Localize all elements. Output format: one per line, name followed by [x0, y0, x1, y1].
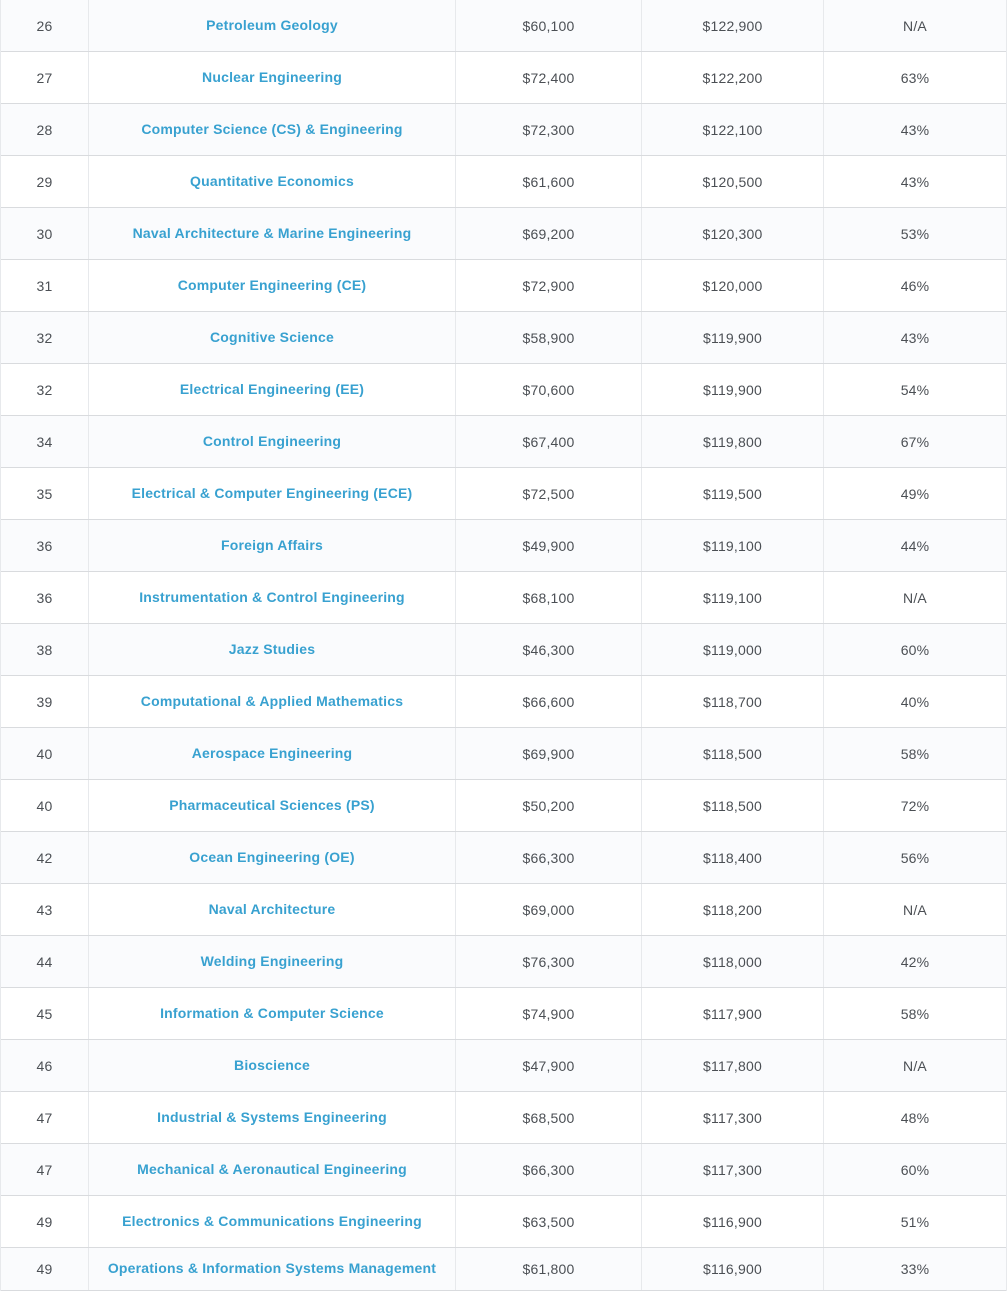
early-pay-cell: $72,900	[456, 260, 642, 311]
rank-cell: 40	[1, 780, 89, 831]
table-row	[1, 936, 1006, 988]
early-pay-cell: $72,300	[456, 104, 642, 155]
rank-cell: 39	[1, 676, 89, 727]
rank-cell: 46	[1, 1040, 89, 1091]
major-link[interactable]: Mechanical & Aeronautical Engineering	[89, 1144, 456, 1195]
major-link[interactable]: Bioscience	[89, 1040, 456, 1091]
early-pay-cell: $61,600	[456, 156, 642, 207]
early-pay-cell: $47,900	[456, 1040, 642, 1091]
major-link[interactable]: Computer Science (CS) & Engineering	[89, 104, 456, 155]
mid-pay-cell: $119,900	[642, 364, 824, 415]
high-meaning-cell: 58%	[900, 1005, 930, 1022]
mid-pay-cell: $119,500	[642, 468, 824, 519]
table-row	[1, 624, 1006, 676]
major-link[interactable]: Naval Architecture & Marine Engineering	[89, 208, 456, 259]
rank-cell: 28	[1, 104, 89, 155]
rank-cell: 43	[1, 884, 89, 935]
major-link[interactable]: Electrical & Computer Engineering (ECE)	[89, 468, 456, 519]
early-pay-cell: $76,300	[456, 936, 642, 987]
high-meaning-cell: 40%	[900, 693, 930, 710]
table-row	[1, 884, 1006, 936]
mid-pay-cell: $118,500	[642, 780, 824, 831]
mid-pay-cell: $120,300	[642, 208, 824, 259]
early-pay-cell: $70,600	[456, 364, 642, 415]
major-link[interactable]: Quantitative Economics	[89, 156, 456, 207]
rank-cell: 27	[1, 52, 89, 103]
high-meaning-cell: 53%	[900, 225, 930, 242]
mid-pay-cell: $117,300	[642, 1144, 824, 1195]
major-link[interactable]: Welding Engineering	[89, 936, 456, 987]
rank-cell: 38	[1, 624, 89, 675]
early-pay-cell: $46,300	[456, 624, 642, 675]
mid-pay-cell: $119,900	[642, 312, 824, 363]
high-meaning-cell: 72%	[900, 797, 930, 814]
mid-pay-cell: $118,400	[642, 832, 824, 883]
table-row	[1, 728, 1006, 780]
mid-pay-cell: $119,000	[642, 624, 824, 675]
major-link[interactable]: Information & Computer Science	[89, 988, 456, 1039]
early-pay-cell: $66,300	[456, 832, 642, 883]
table-row	[1, 312, 1006, 364]
major-link[interactable]: Ocean Engineering (OE)	[89, 832, 456, 883]
early-pay-cell: $74,900	[456, 988, 642, 1039]
table-row	[1, 260, 1006, 312]
early-pay-cell: $66,300	[456, 1144, 642, 1195]
rank-cell: 36	[1, 520, 89, 571]
mid-pay-cell: $117,300	[642, 1092, 824, 1143]
high-meaning-cell: 54%	[900, 381, 930, 398]
major-link[interactable]: Pharmaceutical Sciences (PS)	[89, 780, 456, 831]
mid-pay-cell: $120,000	[642, 260, 824, 311]
mid-pay-cell: $122,100	[642, 104, 824, 155]
table-row	[1, 1248, 1006, 1291]
table-row	[1, 1196, 1006, 1248]
early-pay-cell: $69,200	[456, 208, 642, 259]
high-meaning-cell: N/A	[903, 1057, 927, 1074]
high-meaning-cell: N/A	[903, 901, 927, 918]
rank-cell: 29	[1, 156, 89, 207]
early-pay-cell: $68,100	[456, 572, 642, 623]
mid-pay-cell: $118,200	[642, 884, 824, 935]
major-link[interactable]: Operations & Information Systems Management	[89, 1248, 456, 1290]
mid-pay-cell: $122,900	[642, 0, 824, 51]
early-pay-cell: $69,900	[456, 728, 642, 779]
rank-cell: 44	[1, 936, 89, 987]
high-meaning-cell: 48%	[900, 1109, 930, 1126]
major-link[interactable]: Control Engineering	[89, 416, 456, 467]
early-pay-cell: $50,200	[456, 780, 642, 831]
rank-cell: 26	[1, 0, 89, 51]
rank-cell: 35	[1, 468, 89, 519]
rank-cell: 36	[1, 572, 89, 623]
table-row	[1, 416, 1006, 468]
table-row	[1, 832, 1006, 884]
major-link[interactable]: Computer Engineering (CE)	[89, 260, 456, 311]
table-row	[1, 1092, 1006, 1144]
high-meaning-cell: 33%	[900, 1261, 930, 1277]
table-row	[1, 52, 1006, 104]
high-meaning-cell: N/A	[903, 17, 927, 34]
high-meaning-cell: 60%	[900, 641, 930, 658]
table-row	[1, 1144, 1006, 1196]
early-pay-cell: $72,500	[456, 468, 642, 519]
high-meaning-cell: 63%	[900, 69, 930, 86]
high-meaning-cell: 49%	[900, 485, 930, 502]
high-meaning-cell: 67%	[900, 433, 930, 450]
early-pay-cell: $63,500	[456, 1196, 642, 1247]
early-pay-cell: $49,900	[456, 520, 642, 571]
mid-pay-cell: $119,100	[642, 520, 824, 571]
major-link[interactable]: Petroleum Geology	[89, 0, 456, 51]
table-row	[1, 780, 1006, 832]
mid-pay-cell: $116,900	[642, 1196, 824, 1247]
high-meaning-cell: 44%	[900, 537, 930, 554]
mid-pay-cell: $117,900	[642, 988, 824, 1039]
major-link[interactable]: Instrumentation & Control Engineering	[89, 572, 456, 623]
early-pay-cell: $61,800	[456, 1248, 642, 1290]
mid-pay-cell: $118,000	[642, 936, 824, 987]
mid-pay-cell: $118,700	[642, 676, 824, 727]
major-link[interactable]: Nuclear Engineering	[89, 52, 456, 103]
mid-pay-cell: $119,100	[642, 572, 824, 623]
table-row	[1, 468, 1006, 520]
table-row	[1, 1040, 1006, 1092]
rank-cell: 49	[1, 1196, 89, 1247]
high-meaning-cell: 60%	[900, 1161, 930, 1178]
major-link[interactable]: Cognitive Science	[89, 312, 456, 363]
mid-pay-cell: $116,900	[642, 1248, 824, 1290]
major-link[interactable]: Naval Architecture	[89, 884, 456, 935]
early-pay-cell: $66,600	[456, 676, 642, 727]
major-link[interactable]: Industrial & Systems Engineering	[89, 1092, 456, 1143]
table-row	[1, 104, 1006, 156]
mid-pay-cell: $119,800	[642, 416, 824, 467]
major-link[interactable]: Aerospace Engineering	[89, 728, 456, 779]
table-row	[1, 572, 1006, 624]
high-meaning-cell: 43%	[900, 329, 930, 346]
rank-cell: 42	[1, 832, 89, 883]
table-row	[1, 364, 1006, 416]
high-meaning-cell: 42%	[900, 953, 930, 970]
high-meaning-cell: 58%	[900, 745, 930, 762]
rank-cell: 30	[1, 208, 89, 259]
major-link[interactable]: Electrical Engineering (EE)	[89, 364, 456, 415]
table-row	[1, 988, 1006, 1040]
high-meaning-cell: N/A	[903, 589, 927, 606]
early-pay-cell: $58,900	[456, 312, 642, 363]
early-pay-cell: $72,400	[456, 52, 642, 103]
rank-cell: 49	[1, 1248, 89, 1290]
major-link[interactable]: Foreign Affairs	[89, 520, 456, 571]
rank-cell: 32	[1, 364, 89, 415]
table-row	[1, 676, 1006, 728]
high-meaning-cell: 46%	[900, 277, 930, 294]
early-pay-cell: $68,500	[456, 1092, 642, 1143]
rank-cell: 34	[1, 416, 89, 467]
major-link[interactable]: Computational & Applied Mathematics	[89, 676, 456, 727]
mid-pay-cell: $122,200	[642, 52, 824, 103]
table-row	[1, 0, 1006, 52]
early-pay-cell: $60,100	[456, 0, 642, 51]
table-row	[1, 208, 1006, 260]
table-row	[1, 156, 1006, 208]
rank-cell: 47	[1, 1144, 89, 1195]
high-meaning-cell: 56%	[900, 849, 930, 866]
major-link[interactable]: Electronics & Communications Engineering	[89, 1196, 456, 1247]
rank-cell: 45	[1, 988, 89, 1039]
rank-cell: 47	[1, 1092, 89, 1143]
rank-cell: 31	[1, 260, 89, 311]
mid-pay-cell: $117,800	[642, 1040, 824, 1091]
major-link[interactable]: Jazz Studies	[89, 624, 456, 675]
rank-cell: 40	[1, 728, 89, 779]
high-meaning-cell: 51%	[900, 1213, 930, 1230]
high-meaning-cell: 43%	[900, 121, 930, 138]
rank-cell: 32	[1, 312, 89, 363]
early-pay-cell: $67,400	[456, 416, 642, 467]
mid-pay-cell: $120,500	[642, 156, 824, 207]
early-pay-cell: $69,000	[456, 884, 642, 935]
table-row	[1, 520, 1006, 572]
high-meaning-cell: 43%	[900, 173, 930, 190]
mid-pay-cell: $118,500	[642, 728, 824, 779]
